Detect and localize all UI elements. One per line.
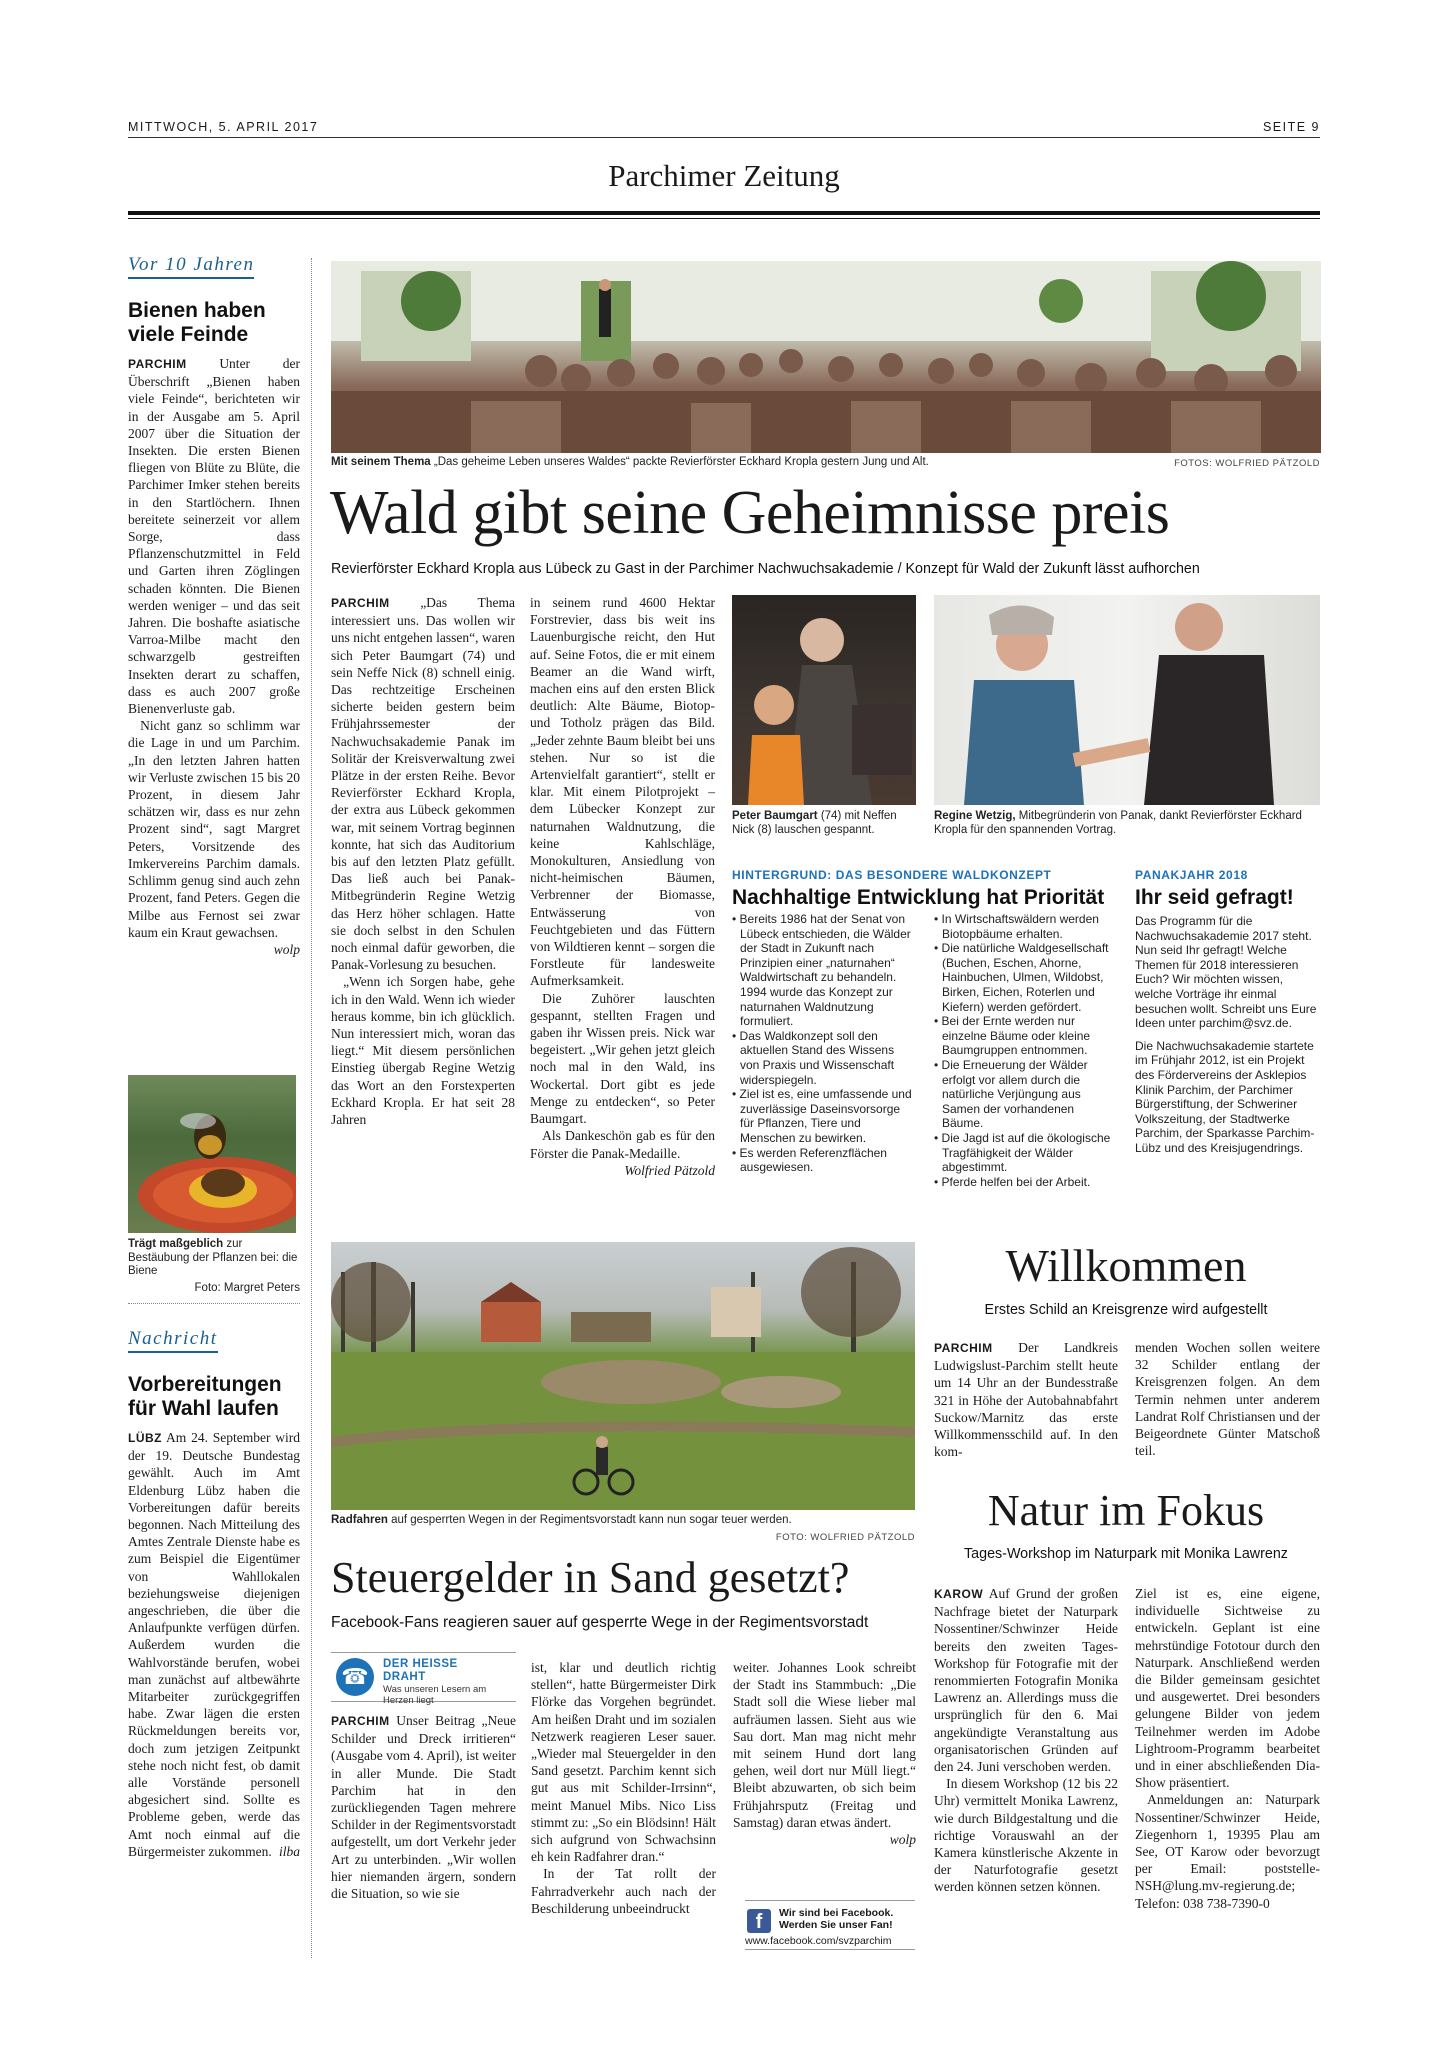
lead-photo-audience [331, 261, 1321, 453]
lead-col1 [331, 594, 515, 1128]
rule-top [128, 137, 1320, 138]
paragraph: ist, klar und deutlich richtig stellen“, hatte Bürgermeister Dirk Flörke das Vorgehen begründet. Am heißen Draht und im sozialen Netzwerk reagieren Leser sauer. „Wieder mal Steuergelder in den Sand gesetzt. Parchim kennt sich gut aus mit Schilder-Irrsinn“, meint Manuel Mibs. Nico Liss stimmt zu: „So ein Blödsinn! Hält sich aufgrund von Schwachsinn eh kein Radfahrer dran.“ [531, 1660, 716, 1865]
natur-col2 [1135, 1585, 1320, 1912]
steuer-col1 [331, 1712, 516, 1902]
rule-thin [128, 218, 1320, 219]
facebook-line2: Werden Sie unser Fan! [779, 1919, 893, 1931]
lead-col2 [530, 594, 715, 1179]
panak-text [1135, 914, 1320, 1156]
paragraph: menden Wochen sollen weitere 32 Schilder entlang der Kreisgrenzen folgen. An dem Termin nehmen unter anderem Landrat Rolf Christiansen und der Beigeordnete Günter Matschoß teil. [1135, 1340, 1320, 1459]
lead-photo-caption: Mit seinem Thema „Das geheime Leben unseres Waldes“ packte Revierförster Eckhard Kropla gestern Jung und Alt. [331, 456, 929, 468]
natur-headline: Natur im Fokus [987, 1486, 1265, 1535]
paragraph: In diesem Workshop (12 bis 22 Uhr) vermittelt Monika Lawrenz, wie durch Bildgestaltung und die richtige Vorauswahl an der Kamera künstlerische Akzente in der Naturfotografie gesetzt werden können setzen können. [934, 1776, 1118, 1895]
sidebar-separator [128, 1303, 300, 1304]
bullet-item: • Die Erneuerung der Wälder erfolgt vor allem durch die natürliche Verjüngung aus Samen der vorhandenen Bäume. [934, 1057, 1088, 1131]
bullet-item: • Das Waldkonzept soll den aktuellen Stand des Wissens von Praxis und Wissenschaft widerspiegeln. [732, 1028, 895, 1087]
article-wahl [128, 1429, 300, 1860]
willkommen-col1 [934, 1339, 1118, 1460]
kicker-hintergrund: HINTERGRUND: DAS BESONDERE WALDKONZEPT [732, 868, 1052, 882]
kicker-vor10: Vor 10 Jahren [128, 254, 254, 279]
rule-thick [128, 211, 1320, 215]
panak-box [1135, 868, 1320, 1156]
lead-subhead: Revierförster Eckhard Kropla aus Lübeck zu Gast in der Parchimer Nachwuchsakademie / Konzept für Wald der Zukunft lässt aufhorchen [331, 561, 1200, 577]
bullet-item: • Es werden Referenzflächen ausgewiesen. [732, 1145, 887, 1175]
caption-baumgart: Peter Baumgart (74) mit Neffen Nick (8) lauschen gespannt. [732, 810, 897, 836]
paragraph: Das Programm für die Nachwuchsakademie 2017 steht. Nun seid Ihr gefragt! Welche Themen für 2018 interessieren Euch? Wir möchten wissen, welche Vorträge ihr einmal besuchen wollt. Schreibt uns Eure Ideen unter parchim@svz.de. [1135, 914, 1317, 1031]
headline-bienen: Bienen haben viele Feinde [128, 299, 266, 346]
bee-photo [128, 1075, 296, 1233]
date-line: MITTWOCH, 5. APRIL 2017 [128, 120, 319, 134]
author: wolp [889, 1832, 916, 1848]
paragraph: Als Dankeschön gab es für den Förster die Panak-Medaille. [530, 1128, 715, 1161]
willkommen-col2 [1135, 1339, 1320, 1459]
paragraph: Am 24. September wird der 19. Deutsche Bundestag gewählt. Auch im Amt Eldenburg Lübz haben die Vorbereitungen dafür bereits begonnen. Nach Mitteilung des Amtes Zentrale Dienste habe es zum Beispiel die Eigentümer von Wahllokalen beziehungsweise diejenigen angeschrieben, die über die Anlaufpunkte verfügen dürfen. Außerdem wurden die Wahlvorstände berufen, wobei man zunächst auf altbewährte Mitarbeiter zurückgegriffen habe. Zwar lägen die ersten Rückmeldungen bereits vor, doch zum jetzigen Zeitpunkt stehe noch nicht fest, ob damit alle Vorstände personell abgesichert sind. Sollte es Probleme geben, werde das Amt noch einmal auf die Bürgermeister zukommen. [128, 1430, 300, 1859]
photo-baumgart [732, 595, 916, 805]
article-bienen [128, 355, 300, 957]
paragraph: Auf Grund der großen Nachfrage bietet der Naturpark Nossentiner/Schwinzer Heide bereits den zweiten Tages-Workshop für Fotografie mit der renommierten Fotografin Monika Lawrenz an. Allerdings muss die ursprünglich für den 6. Mai angekündigte Veranstaltung aus organisatorischen Gründen auf den 24. Juni verschoben werden. [934, 1586, 1118, 1775]
steuer-subhead: Facebook-Fans reagieren sauer auf gesperrte Wege in der Regimentsvorstadt [331, 1614, 869, 1631]
paragraph: weiter. Johannes Look schreibt der Stadt ins Stammbuch: „Die Stadt soll die Wiese lieber mal aufräumen lassen. Sieht aus wie Sau dort. Man mag nicht mehr mit seinem Hund dort lang gehen, weil dort nur Müll liegt.“ Bleibt abzuwarten, ob sich beim Frühjahrsputz (Freitag und Samstag) daran etwas ändert. [733, 1660, 916, 1830]
facebook-url[interactable]: www.facebook.com/svzparchim [745, 1935, 892, 1947]
author: wolp [273, 941, 300, 957]
paragraph: Die Zuhörer lauschten gespannt, stellten Fragen und gaben ihr Wissen preis. Nick war begeistert. „Wir gehen jetzt gleich noch mal in den Wald, ins Wockertal. Dort gibt es jede Menge zu entdecken“, so Peter Baumgart. [530, 990, 715, 1127]
paragraph: „Wenn ich Sorgen habe, gehe ich in den Wald. Wenn ich wieder heraus komme, bin ich glücklich. Nun interessiert mich, woran das liegt.“ Mit diesem persönlichen Einstieg übergab Regine Wetzig das Wort an den Forstexperten Eckhard Kropla. Er hat seit 28 Jahren [331, 974, 515, 1128]
paragraph: In der Tat rollt der Fahrradverkehr auch nach der Beschilderung unbeeindruckt [531, 1866, 716, 1916]
dateline: PARCHIM [331, 596, 390, 610]
dateline: PARCHIM [331, 1714, 390, 1728]
kicker-nachricht: Nachricht [128, 1328, 218, 1353]
paragraph: Der Landkreis Ludwigslust-Parchim stellt heute um 14 Uhr an der Bundesstraße 321 in Höhe der Autobahnabfahrt Suckow/Marnitz das erste Willkommensschild auf. In den kom- [934, 1340, 1119, 1460]
natur-col1 [934, 1585, 1118, 1896]
hintergrund-col1 [732, 912, 916, 1175]
paragraph: Nicht ganz so schlimm war die Lage in und um Parchim. „In den letzten Jahren hatten wir Verluste zwischen 15 bis 20 Prozent, in diesem Jahr schätzen wir, dass es nur zehn Prozent sind“, sagt Margret Peters, Vorsitzende des Imkervereins Parchim damals. Schlimm genug sind auch zehn Prozent, fand Peters. Gegen die Milbe aus Fernost sei zwar kaum ein Kraut gewachsen. [128, 718, 300, 940]
dateline: PARCHIM [128, 357, 187, 371]
bullet-item: • In Wirtschaftswäldern werden Biotopbäume erhalten. [934, 912, 1099, 941]
facebook-line1: Wir sind bei Facebook. [779, 1907, 894, 1919]
facebook-icon: f [747, 1909, 771, 1933]
natur-subhead: Tages-Workshop im Naturpark mit Monika Lawrenz [964, 1546, 1288, 1562]
radfahren-credit: FOTO: WOLFRIED PÄTZOLD [775, 1532, 915, 1543]
bullet-item: • Die Jagd ist auf die ökologische Tragfähigkeit der Wälder abgestimmt. [934, 1130, 1111, 1175]
paragraph: Ziel ist es, eine eigene, individuelle Sichtweise zu entwickeln. Geplant ist eine mehrstündige Fototour durch den Naturpark. Anschließend werden die Bilder gemeinsam gesichtet und ausgewertet. Drei besonders gelungene Bilder von jedem Teilnehmer werden im Adobe Lightroom-Programm bearbeitet und in einer abschließenden Dia-Show präsentiert. [1135, 1586, 1320, 1791]
facebook-box[interactable] [745, 1900, 915, 1950]
paragraph: „Das Thema interessiert uns. Das wollen wir uns nicht entgehen lassen“, waren sich Peter Baumgart (74) und sein Neffe Nick (8) schnell einig. Das rechtzeitige Erscheinen sicherte beiden gestern beim Frühjahrssemester der Nachwuchsakademie Panak im Solitär der Kreisverwaltung zwei Plätze in der ersten Reihe. Bevor Revierförster Eckhard Kropla, der extra aus Lübeck gekommen war, mit seinem Vortrag beginnen konnte, hat sich das Auditorium bis auf den letzten Platz gefüllt. Das ließ auch bei Panak-Mitbegründerin Regine Wetzig das Herz höher schlagen. Hatte sie doch selbst in den Schulen noch einmal dafür geworben, die Panak-Vorlesung zu besuchen. [331, 595, 515, 973]
draht-sub: Was unseren Lesern am Herzen liegt [383, 1684, 487, 1706]
sidebar-nachricht [128, 1328, 300, 1860]
steuer-headline: Steuergelder in Sand gesetzt? [331, 1553, 850, 1602]
hintergrund-col2 [934, 912, 1118, 1189]
bullet-item: • Bereits 1986 hat der Senat von Lübeck entschieden, die Wälder der Stadt in Zukunft nach Prinzipien einer „naturnahen“ Waldwirtschaft zu behandeln. 1994 wurde das Konzept zur naturnahen Waldnutzung formuliert. [732, 912, 911, 1029]
section-title: Parchimer Zeitung [608, 158, 840, 193]
willkommen-subhead: Erstes Schild an Kreisgrenze wird aufgestellt [984, 1302, 1268, 1318]
draht-title: DER HEISSE DRAHT [383, 1658, 458, 1683]
heisse-draht-box [331, 1652, 516, 1706]
page-number: SEITE 9 [1262, 120, 1320, 134]
willkommen-headline: Willkommen [1005, 1240, 1247, 1291]
caption-wetzig: Regine Wetzig, Mitbegründerin von Panak, dankt Revierförster Eckhard Kropla für den spannenden Vortrag. [934, 810, 1302, 836]
lead-headline: Wald gibt seine Geheimnisse preis [330, 479, 1170, 547]
steuer-col3 [733, 1659, 916, 1848]
phone-icon: ☎ [336, 1658, 374, 1696]
bee-credit: Foto: Margret Peters [194, 1282, 300, 1294]
dateline: KAROW [934, 1587, 984, 1601]
hintergrund-box [732, 868, 1120, 910]
bee-caption: Trägt maßgeblich zur Bestäubung der Pflanzen bei: die Biene [128, 1238, 298, 1277]
paragraph: Unser Beitrag „Neue Schilder und Dreck irritieren“ (Ausgabe vom 4. April), ist weiter in aller Munde. Die Stadt Parchim hat in den zurückliegenden Tagen mehrere Schilder in der Regimentsvorstadt aufgestellt, um dort Verkehr jeder Art zu unterbinden. „Wir wollen hier niemanden ärgern, sondern die Situation, so wie sie [331, 1713, 517, 1902]
headline-wahl: Vorbereitungen für Wahl laufen [128, 1373, 282, 1420]
bullet-item: • Die natürliche Waldgesellschaft (Buchen, Eschen, Ahorne, Hainbuchen, Ulmen, Wildobst, Birken, Eichen, Roterlen und Kiefern) werden gefördert. [934, 941, 1109, 1014]
photo-wetzig [934, 595, 1320, 805]
dateline: LÜBZ [128, 1431, 162, 1445]
bullet-item: • Ziel ist es, eine umfassende und zuverlässige Daseinsvorsorge für Pflanzen, Tiere und Menschen zu bewirken. [732, 1087, 912, 1145]
bullet-item: • Pferde helfen bei der Arbeit. [934, 1174, 1091, 1189]
paragraph: Anmeldungen an: Naturpark Nossentiner/Schwinzer Heide, Ziegenhorn 1, 19395 Plau am See, OT Karow oder bevorzugt per Email: poststelle-NSH@lung.mv-regierung.de; Telefon: 038 738-7390-0 [1135, 1792, 1320, 1911]
headline-hintergrund: Nachhaltige Entwicklung hat Priorität [732, 886, 1105, 909]
steuer-col2 [531, 1659, 716, 1917]
author: ilba [278, 1843, 300, 1859]
paragraph: Die Nachwuchsakademie startete im Frühjahr 2012, ist ein Projekt des Fördervereins der Asklepios Klinik Parchim, der Parchimer Bürgerstiftung, der Schweriner Volkszeitung, der Stadtwerke Parchim, der Sparkasse Parchim-Lübz und des Kreisjugendrings. [1135, 1038, 1315, 1155]
sidebar-vor10 [128, 254, 300, 958]
sidebar-divider [311, 258, 312, 1958]
kicker-panak: PANAKJAHR 2018 [1135, 868, 1248, 882]
bullet-item: • Bei der Ernte werden nur einzelne Bäume oder kleine Baumgruppen entnommen. [934, 1014, 1091, 1058]
paragraph: in seinem rund 4600 Hektar Forstrevier, dass bis weit ins Lauenburgische reicht, den Hut auf. Seine Fotos, die er mit einem Beamer an die Wand wirft, machen eins auf den ersten Blick deutlich: Alte Bäume, Biotop- und Totholz prägen das Bild. „Jeder zehnte Baum bleibt bei uns stehen. Nur so ist die Artenvielfalt garantiert“, stellt er klar. Mit einem Pilotprojekt – dem Lübecker Konzept zur naturnahen Waldnutzung, die keine Kahlschläge, Monokulturen, Ansiedlung von nicht-heimischen Bäumen, Verbrenner der Biomasse, Entwässerung von Feuchtgebieten und das Füttern von Wildtieren kennt – sorgen die Forstleute für landesweite Aufmerksamkeit. [530, 595, 715, 989]
photo-radfahren [331, 1242, 915, 1510]
dateline: PARCHIM [934, 1341, 993, 1355]
radfahren-caption: Radfahren auf gesperrten Wegen in der Regimentsvorstadt kann nun sogar teuer werden. [331, 1514, 792, 1526]
lead-photo-credit: FOTOS: WOLFRIED PÄTZOLD [1174, 458, 1320, 469]
author: Wolfried Pätzold [624, 1162, 715, 1178]
paragraph: Unter der Überschrift „Bienen haben viele Feinde“, berichteten wir in der Ausgabe am 5. April 2007 über die Situation der Insekten. Die ersten Bienen fliegen von Blüte zu Blüte, die Parchimer Imker stehen bereits in den Startlöchern. Ihnen bereitete seinerzeit vor allem Sorge, dass Pflanzenschutzmittel in Feld und Garten ihren Zöglingen schaden könnten. Die Bienen werden weniger – und das seit Jahren. Die boshafte asiatische Varroa-Milbe macht den schwarzgelb gestreiften Insekten derart zu schaffen, dass es auch 2007 große Bienenverluste gab. [128, 356, 300, 717]
headline-panak: Ihr seid gefragt! [1135, 886, 1294, 909]
